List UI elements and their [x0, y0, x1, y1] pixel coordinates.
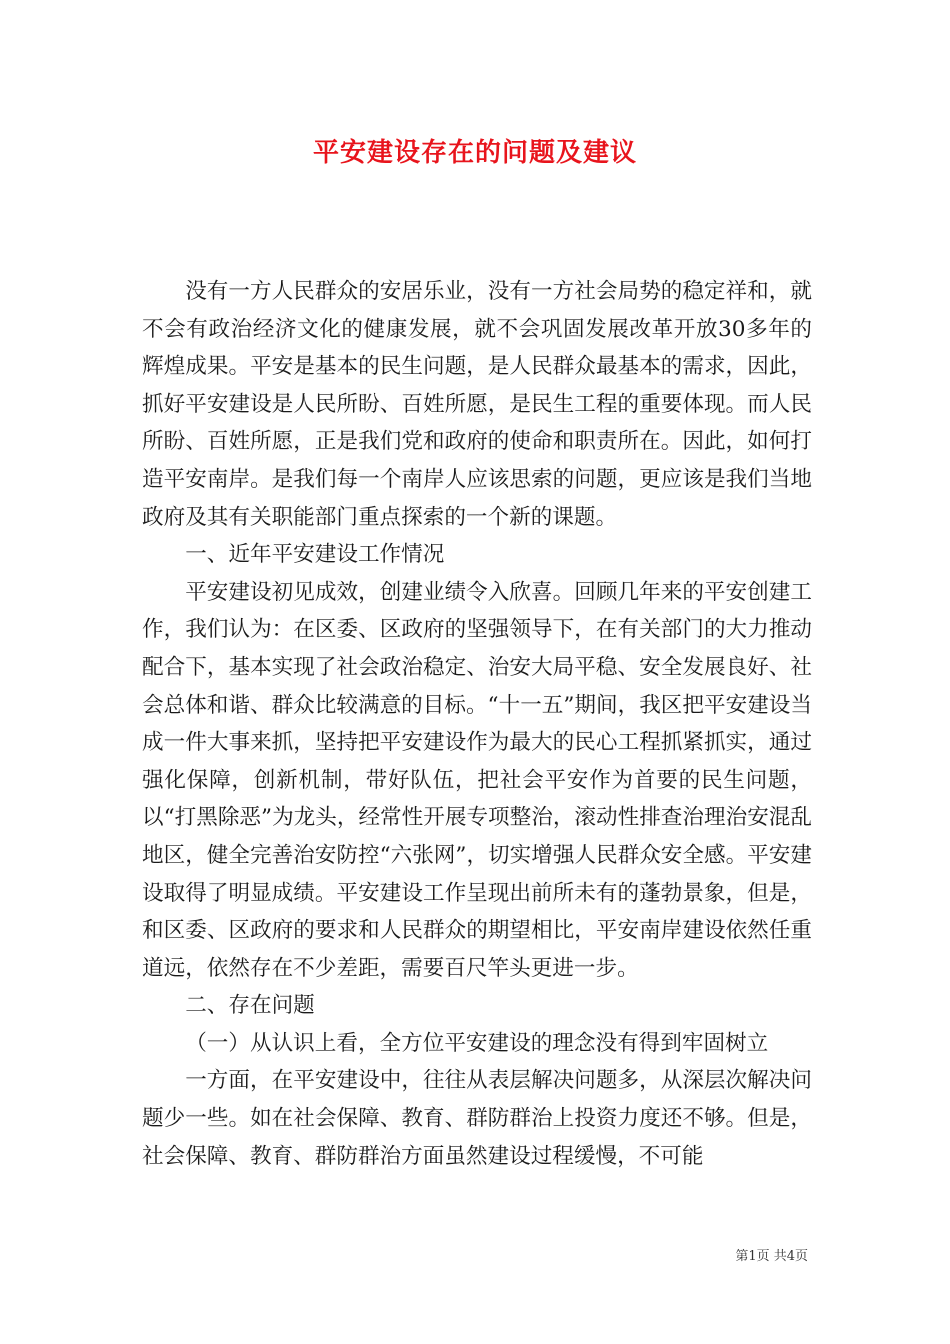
paragraph-intro: 没有一方人民群众的安居乐业，没有一方社会局势的稳定祥和，就不会有政治经济文化的健康发展，就不会巩固发展改革开放30多年的辉煌成果。平安是基本的民生问题，是人民群众最基本的需求，因此，抓好平安建设是人民所盼、百姓所愿，是民生工程的重要体现。而人民所盼、百姓所愿，正是我们党和政府的使命和职责所在。因此，如何打造平安南岸。是我们每一个南岸人应该思索的问题，更应该是我们当地政府及其有关职能部门重点探索的一个新的课题。: [142, 279, 812, 530]
paragraph-section-2: 一方面，在平安建设中，往往从表层解决问题多，从深层次解决问题少一些。如在社会保障、教育、群防群治上投资力度还不够。但是，社会保障、教育、群防群治方面虽然建设过程缓慢，不可能: [142, 1068, 812, 1169]
section-heading-2: 二、存在问题: [185, 993, 315, 1019]
paragraph-section-1: 平安建设初见成效，创建业绩令入欣喜。回顾几年来的平安创建工作，我们认为：在区委、区政府的坚强领导下，在有关部门的大力推动配合下，基本实现了社会政治稳定、治安大局平稳、安全发展良好、社会总体和谐、群众比较满意的目标。“十一五”期间，我区把平安建设当成一件大事来抓，坚持把平安建设作为最大的民心工程抓紧抓实，通过强化保障，创新机制，带好队伍，把社会平安作为首要的民生问题，以“打黑除恶”为龙头，经常性开展专项整治，滚动性排查治理治安混乱地区，健全完善治安防控“六张网”，切实增强人民群众安全感。平安建设取得了明显成绩。平安建设工作呈现出前所未有的蓬勃景象，但是，和区委、区政府的要求和人民群众的期望相比，平安南岸建设依然任重道远，依然存在不少差距，需要百尺竿头更进一步。: [142, 579, 812, 981]
subsection-heading-1: （一）从认识上看，全方位平安建设的理念没有得到牢固树立: [185, 1030, 769, 1056]
page-number-footer: 第1页 共4页: [735, 1249, 808, 1264]
document-title: 平安建设存在的问题及建议: [312, 138, 637, 168]
document-body: [142, 273, 812, 1175]
section-heading-1: 一、近年平安建设工作情况: [185, 542, 445, 568]
